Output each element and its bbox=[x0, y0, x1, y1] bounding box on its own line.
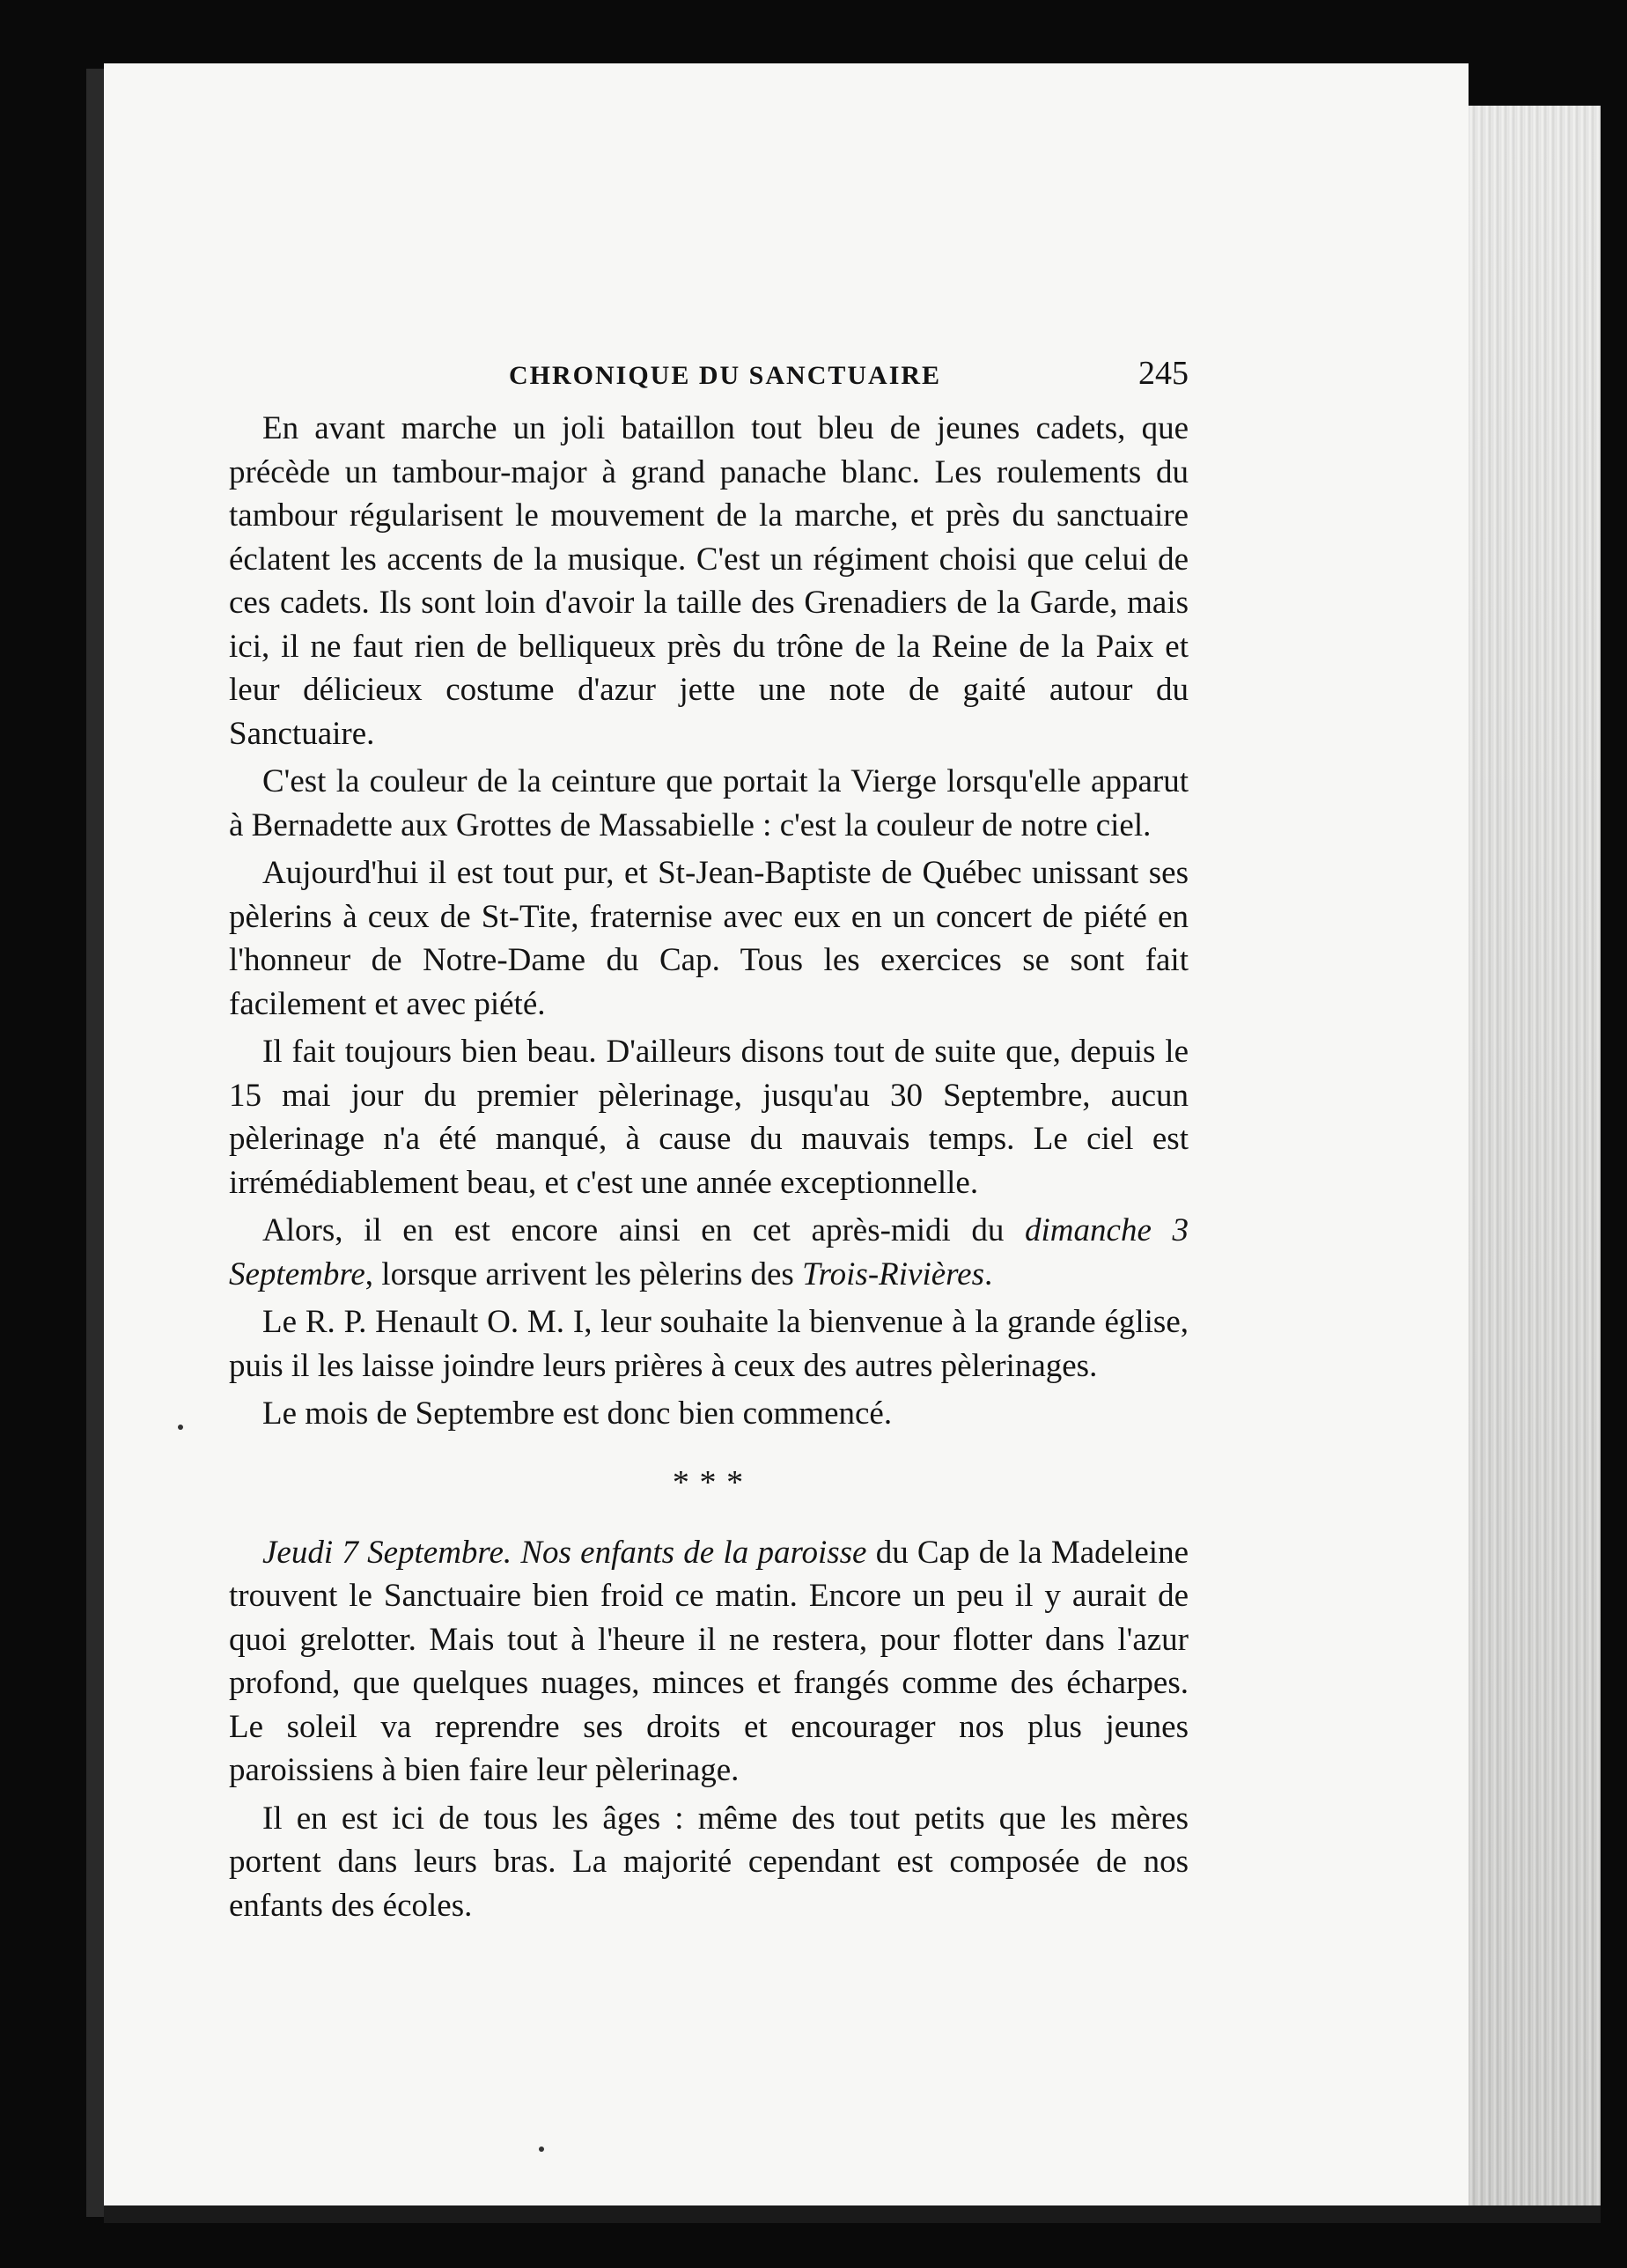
paragraph: Le R. P. Henault O. M. I, leur souhaite la bienvenue à la grande église, puis il les laisse joindre leurs prières à ceux des autres pèlerinages. bbox=[229, 1304, 1189, 1384]
italic-place: Trois-Rivières bbox=[802, 1256, 984, 1292]
paragraph: Il en est ici de tous les âges : même des tout petits que les mères portent dans leurs bras. La majorité cependant est composée de nos enfants des écoles. bbox=[229, 1800, 1189, 1924]
page-edges bbox=[1469, 106, 1601, 2219]
paragraph-text: Alors, il en est encore ainsi en cet après-midi du bbox=[262, 1212, 1026, 1248]
bottom-shadow bbox=[104, 2205, 1601, 2223]
paragraph bbox=[229, 1209, 1189, 1296]
paragraph: C'est la couleur de la ceinture que portait la Vierge lorsqu'elle apparut à Bernadette aux Grottes de Massabielle : c'est la couleur de notre ciel. bbox=[229, 763, 1189, 843]
ink-speck bbox=[178, 1425, 183, 1430]
paragraph-text: . bbox=[984, 1256, 993, 1292]
paragraph: En avant marche un joli bataillon tout bleu de jeunes cadets, que précède un tambour-major à grand panache blanc. Les roulements du tambour régularisent le mouvement de la marche, et près du sanctuaire éclatent les accents de la musique. C'est un régiment choisi que celui de ces cadets. Ils sont loin d'avoir la taille des Grenadiers de la Garde, mais ici, il ne faut rien de belliqueux près du trône de la Reine de la Paix et leur délicieux costume d'azur jette une note de gaité autour du Sanctuaire. bbox=[229, 410, 1189, 752]
italic-heading: Jeudi 7 Septembre. Nos enfants de la paroisse bbox=[262, 1534, 867, 1571]
paragraph: Aujourd'hui il est tout pur, et St-Jean-Baptiste de Québec unissant ses pèlerins à ceux de St-Tite, fraternise avec eux en un concert de piété en l'honneur de Notre-Dame du Cap. Tous les exercices se sont fait facilement et avec piété. bbox=[229, 855, 1189, 1022]
paragraph-text: du Cap de la Madeleine trouvent le Sanctuaire bien froid ce matin. Encore un peu il y aurait de quoi grelotter. Mais tout à l'heure il ne restera, pour flotter dans l'azur profond, que quelques nuages, minces et frangés comme des écharpes. Le soleil va reprendre ses droits et encourager nos plus jeunes paroissiens à bien faire leur pèlerinage. bbox=[229, 1534, 1189, 1788]
running-head bbox=[229, 352, 1189, 401]
paragraph-text: , lorsque arrivent les pèlerins des bbox=[364, 1256, 803, 1292]
italic-date: dimanche 3 Septembre bbox=[229, 1212, 1189, 1292]
section-separator: * * * bbox=[672, 1463, 746, 1501]
paragraph: Le mois de Septembre est donc bien commencé. bbox=[262, 1395, 893, 1432]
ink-speck bbox=[539, 2146, 544, 2152]
page-number: 245 bbox=[1138, 355, 1189, 392]
page-text bbox=[229, 352, 1189, 1932]
running-title: CHRONIQUE DU SANCTUAIRE bbox=[509, 361, 942, 390]
paragraph: Il fait toujours bien beau. D'ailleurs disons tout de suite que, depuis le 15 mai jour du premier pèlerinage, jusqu'au 30 Septembre, aucun pèlerinage n'a été manqué, à cause du mauvais temps. Le ciel est irrémédiablement beau, et c'est une année exceptionnelle. bbox=[229, 1034, 1189, 1201]
paragraph bbox=[229, 1531, 1189, 1793]
page-edges-shading bbox=[1469, 106, 1601, 2219]
